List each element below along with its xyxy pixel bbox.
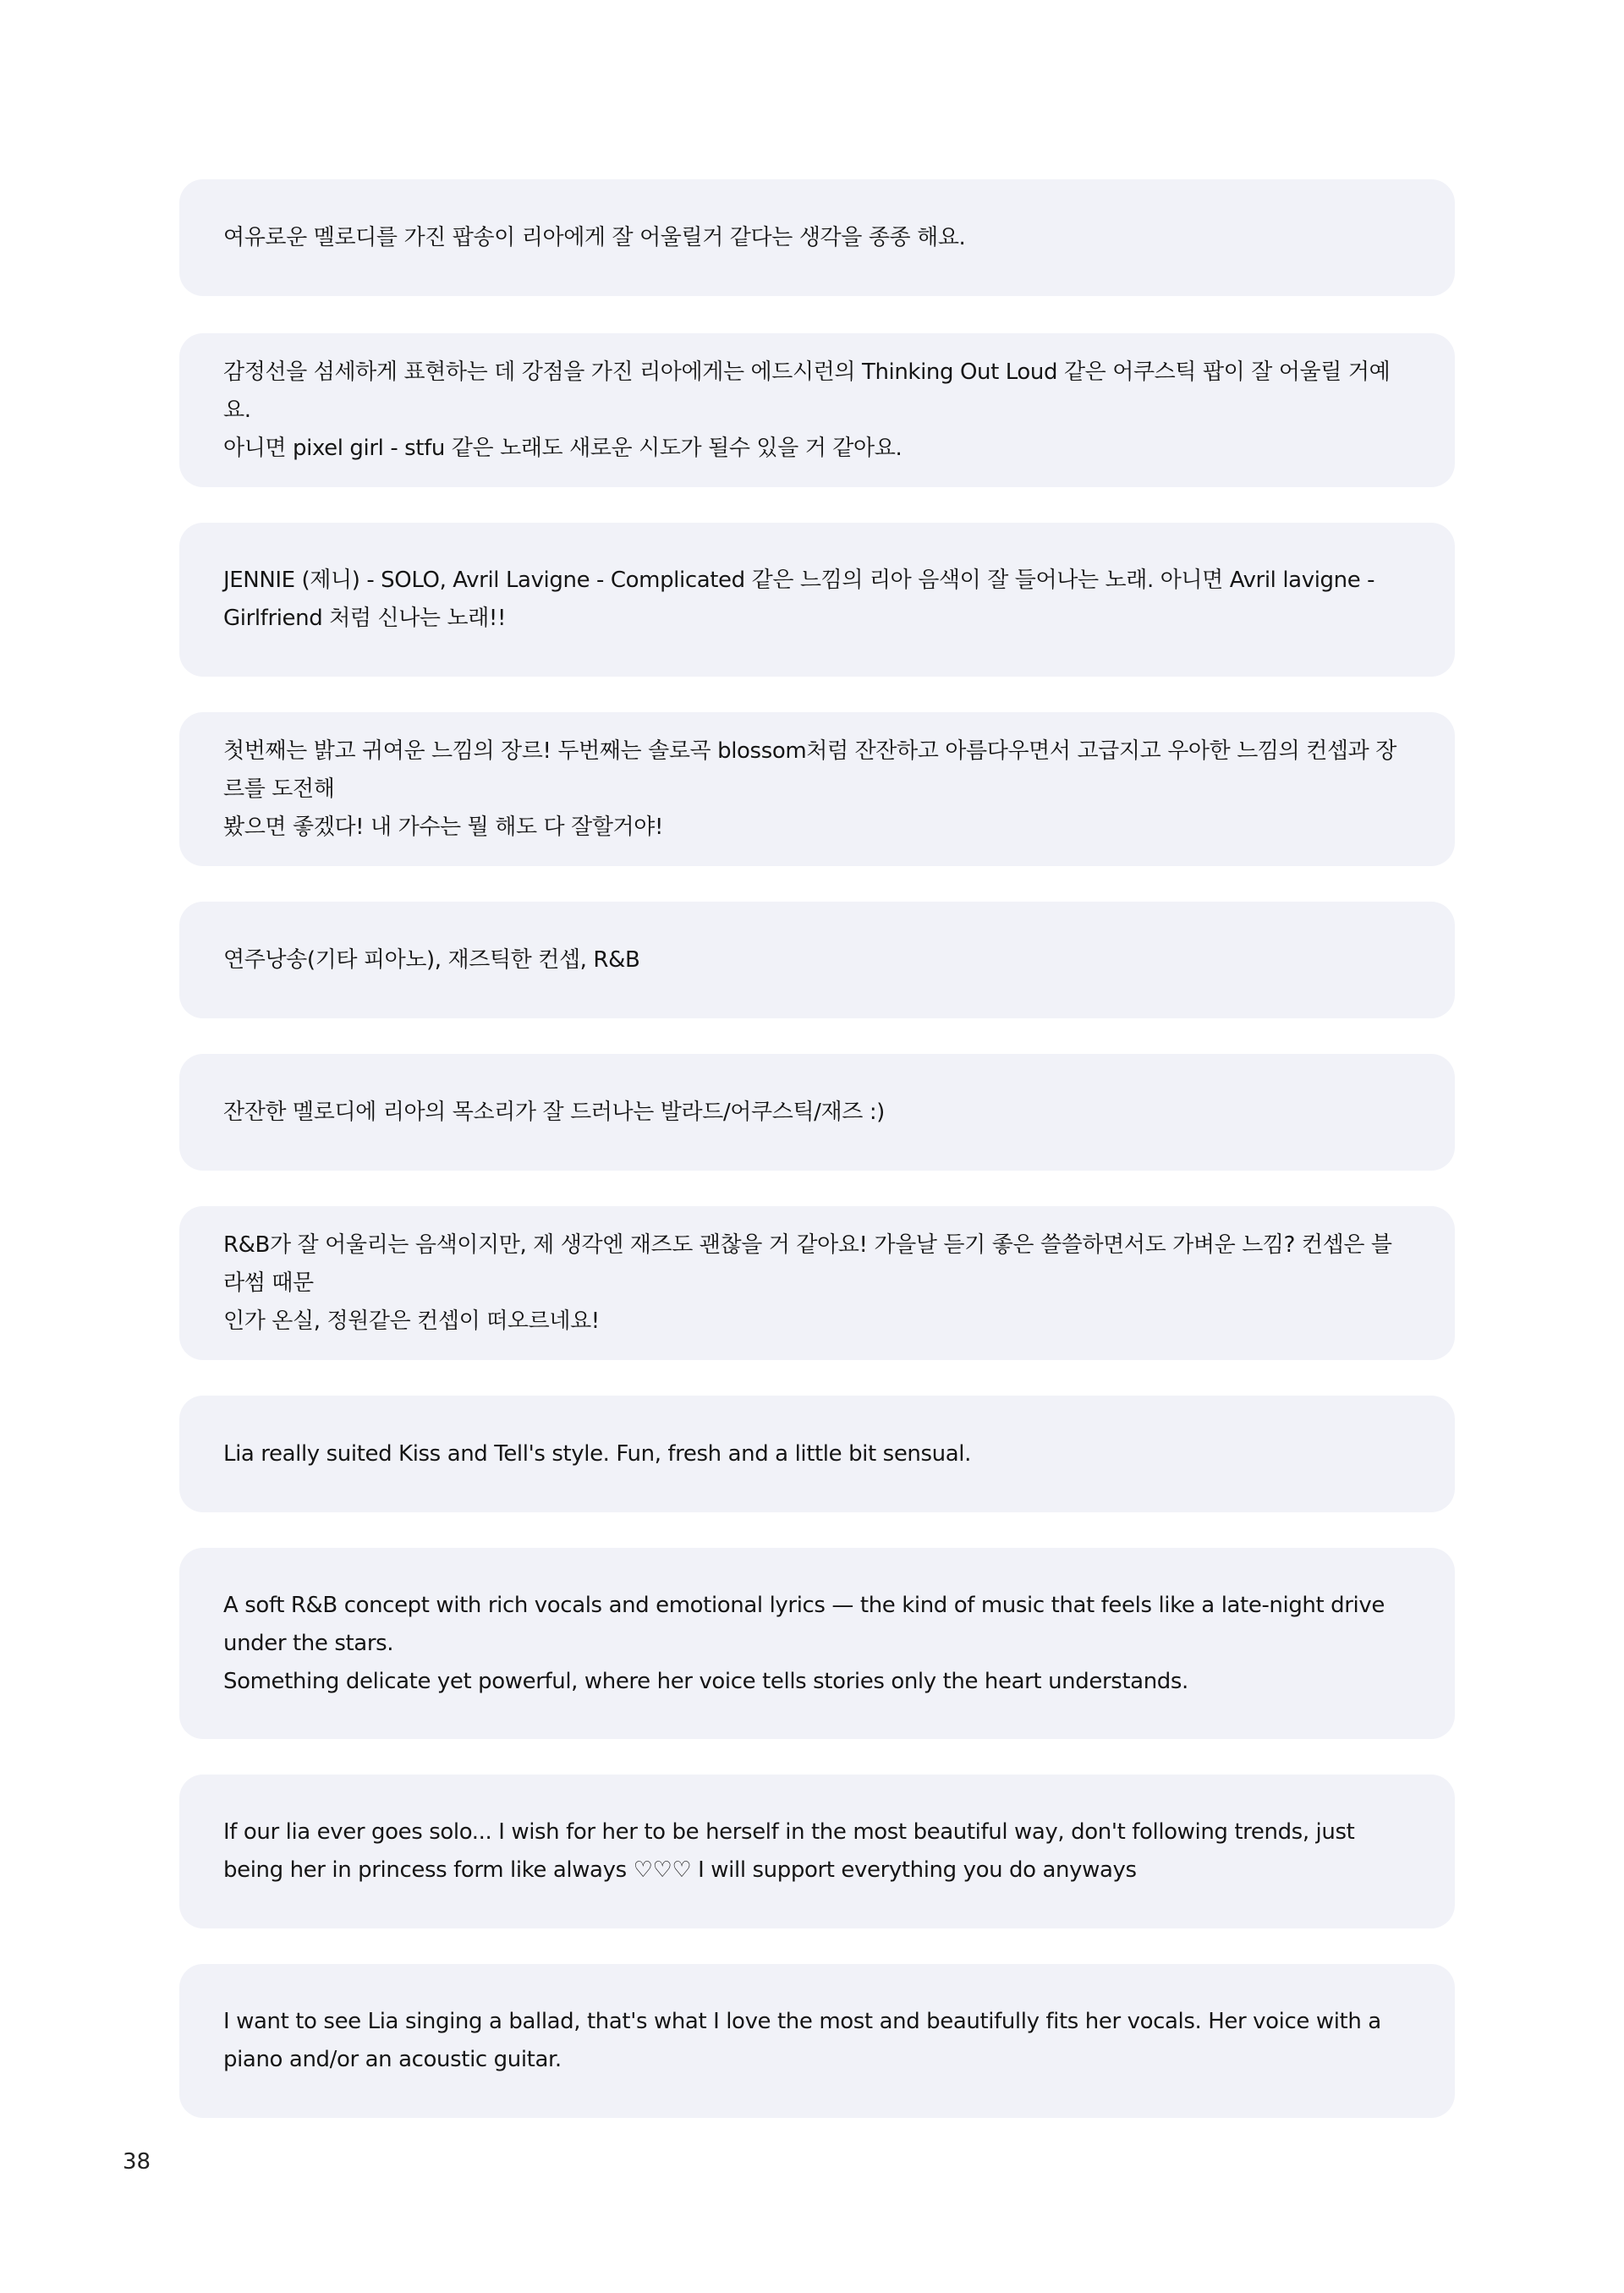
- message-card: [179, 1775, 1455, 1928]
- message-card: [179, 333, 1455, 487]
- page-number: 38: [123, 2149, 151, 2175]
- message-card: [179, 1054, 1455, 1171]
- message-text: 잔잔한 멜로디에 리아의 목소리가 잘 드러나는 발라드/어쿠스틱/재즈 :): [223, 1099, 885, 1125]
- message-card: [179, 712, 1455, 866]
- message-card: [179, 523, 1455, 677]
- message-text: 첫번째는 밝고 귀여운 느낌의 장르! 두번째는 솔로곡 blossom처럼 잔잔하고 아름다우면서 고급지고 우아한 느낌의 컨셉과 장르를 도전해 봤으면 좋겠다! 내 가수는 뭘 해도 다 잘할거야!: [223, 738, 1396, 840]
- message-text: A soft R&B concept with rich vocals and emotional lyrics — the kind of music that feels like a late-night drive under the stars. Something delicate yet powerful, where her voice tells stories only the heart understands.: [223, 1592, 1385, 1694]
- message-text: If our lia ever goes solo... I wish for her to be herself in the most beautiful way, don't following trends, just being her in princess form like always ♡♡♡ I will support everything you do anyways: [223, 1819, 1355, 1883]
- message-text: R&B가 잘 어울리는 음색이지만, 제 생각엔 재즈도 괜찮을 거 같아요! 가을날 듣기 좋은 쓸쓸하면서도 가벼운 느낌? 컨셉은 블라썸 때문 인가 온실, 정원같은 컨셉이 떠오르네요!: [223, 1232, 1392, 1334]
- message-text: I want to see Lia singing a ballad, that's what I love the most and beautifully fits her vocals. Her voice with a piano and/or an acoustic guitar.: [223, 2009, 1381, 2072]
- message-card: [179, 902, 1455, 1018]
- message-text: 연주낭송(기타 피아노), 재즈틱한 컨셉, R&B: [223, 946, 640, 973]
- message-card: [179, 1396, 1455, 1512]
- message-card: [179, 179, 1455, 296]
- message-text: Lia really suited Kiss and Tell's style. Fun, fresh and a little bit sensual.: [223, 1440, 971, 1467]
- message-card: [179, 1964, 1455, 2118]
- message-text: JENNIE (제니) - SOLO, Avril Lavigne - Complicated 같은 느낌의 리아 음색이 잘 들어나는 노래. 아니면 Avril lavigne - Girlfriend 처럼 신나는 노래!!: [223, 568, 1375, 631]
- message-card: [179, 1548, 1455, 1739]
- message-text: 감정선을 섬세하게 표현하는 데 강점을 가진 리아에게는 에드시런의 Thinking Out Loud 같은 어쿠스틱 팝이 잘 어울릴 거예요. 아니면 pixel girl - stfu 같은 노래도 새로운 시도가 될수 있을 거 같아요.: [223, 359, 1391, 461]
- message-card: [179, 1206, 1455, 1360]
- message-text: 여유로운 멜로디를 가진 팝송이 리아에게 잘 어울릴거 같다는 생각을 종종 해요.: [223, 224, 966, 250]
